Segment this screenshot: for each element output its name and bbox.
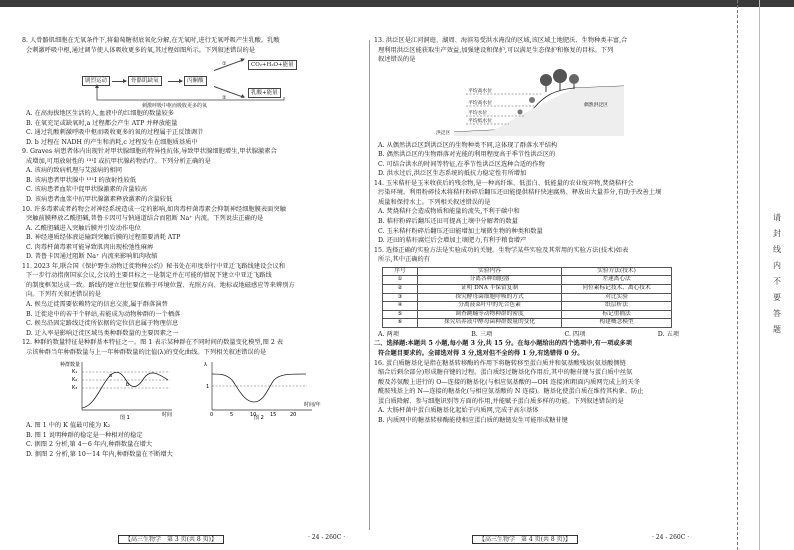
footer-page-label: 【高三生物学 第 3 页(共 8 页)】 xyxy=(118,535,224,544)
q11-stem-line: 向。下列有关叙述错误的是 xyxy=(26,291,101,299)
table-cell: 证明 DNA 半保留复制 xyxy=(418,284,562,293)
footer-right-code: · 24 - 260C · xyxy=(652,534,690,541)
q8-box-exercise: 剧烈运动 xyxy=(82,76,110,86)
table-header: 实验内容 xyxy=(418,267,562,276)
q9-option-d: D. 该病患者血浆中抗甲状腺激素释放激素的含量较低 xyxy=(26,196,173,204)
page3-column xyxy=(22,36,365,530)
q14-option-a: A. 焚烧秸秆会造成物质和能量的流失,不利于碳中和 xyxy=(378,208,520,216)
table-cell: 纸层析法 xyxy=(562,302,672,311)
table-row xyxy=(383,293,672,302)
q12-k2-label: K₂ xyxy=(72,377,78,384)
q12-option-c: C. 据图 2 分析,第 4～6 年内,种群数量在增大 xyxy=(26,441,153,449)
q10-stem-line: 突触前膜释放乙酰胆碱,普鲁卡因可与钠通道结合而阻断 Na⁺ 内流。下列说法正确的是 xyxy=(26,215,264,223)
q9-option-b: B. 该病患者甲状腺中 ¹³¹I 的放射性较低 xyxy=(26,176,137,184)
q11-option-b: B. 迁徙途中的若干个驿站,若能成为动物种群的一个栖落 xyxy=(26,310,181,318)
q9-option-c: C. 该病患者血浆中促甲状腺激素的含量较高 xyxy=(26,186,148,194)
table-cell: ④ xyxy=(383,302,418,311)
q12-point-a: a xyxy=(109,373,113,380)
q14-stem-line: 污染环境。利用粉碎技术将秸秆粉碎后翻压还田能提供秸秆快速腐熟、释放出大量养分,有助于改善土壤 xyxy=(378,189,662,197)
table-header-row xyxy=(383,267,672,276)
q15-option-a: A. 两项 xyxy=(378,330,399,338)
q11-stem-line: 的制度框架达成一致。路线的建立往往要依赖于环境位置、光照方向、地标或地磁感应等来辨别方 xyxy=(26,281,295,289)
q13-label: 平均高水位 xyxy=(468,88,492,94)
q8-caption: 刺激呼吸中枢而吸收更多的氧 xyxy=(142,103,208,110)
footer-left xyxy=(118,534,224,543)
q9-stem-line: 成增加,可用放射性的 ¹³¹I 或抗甲状腺药物治疗。下列分析正确的是 xyxy=(26,157,211,165)
page4-column xyxy=(374,36,699,530)
q15-stem-line: 15. 选择正确的实验方法是实验成功的关键。生物学某些实验及其常用的实验方法(技术)如表 xyxy=(374,246,629,254)
q12-fig1-ylabel: 种群数量 xyxy=(60,362,81,369)
q9-stem-line: 9. Graves 病患者体内出现针对甲状腺细胞的特异性抗体,导致甲状腺细胞增生,甲状腺激素合 xyxy=(22,148,277,156)
q15-option-b: B. 三项 xyxy=(471,330,493,338)
table-cell: 调查跳蝻等动物种群的密度 xyxy=(418,310,562,319)
footer-right xyxy=(472,534,578,543)
q14-option-b: B. 秸秆粉碎后翻压还田可提高土壤中分解者的数量 xyxy=(378,218,518,226)
top-edge-band xyxy=(0,0,794,7)
q12-option-a: A. 图 1 中的 K 值最可能为 K₂ xyxy=(26,422,111,430)
q12-option-b: B. 图 1 说明种群的稳定是一种相对的稳定 xyxy=(26,431,143,439)
q13-label: 洪泛区 xyxy=(436,130,451,136)
q12-x-tick: 10 xyxy=(250,412,257,419)
q12-x-tick: 5 xyxy=(230,412,234,419)
q12-x-tick: 15 xyxy=(270,412,277,419)
q10-option-c: C. 肉毒杆菌毒素可能导致肌肉出现松弛性麻痹 xyxy=(26,243,154,251)
q12-lambda-tick: 1 xyxy=(206,384,210,391)
q8-box-lactate: 乳酸+能量 xyxy=(248,88,281,98)
q13-option-c: C. 可结合洪水的时间等特征,在季节性洪泛区选种合适的作物 xyxy=(378,160,545,168)
table-cell: ⑤ xyxy=(383,310,418,319)
q11-stem-line: 下一步行动指南国家会议,会议的主要目标之一是制定并在可能的情况下建立中亚迁飞路线 xyxy=(26,272,272,280)
q12-k1-label: K₁ xyxy=(72,369,78,376)
q12-stem-line: 12. 种群的数量特征是种群基本特征之一。图 1 表示某种群在不同时间的数量变化模型,图 2 表 xyxy=(22,339,284,347)
table-row xyxy=(383,302,672,311)
q16-stem-line: 缩合后剩余部分)形成糖苷键的过程。蛋白质经过糖基化作用后,其中的糖苷键与蛋白质中丝氨 xyxy=(378,369,633,377)
table-header: 序号 xyxy=(383,267,418,276)
table-row xyxy=(383,276,672,285)
table-cell: ② xyxy=(383,284,418,293)
q16-stem-line: 16. 蛋白质糖基化是指在糖基转移酶的作用下将糖转移至蛋白质并和氨基酸残基(氨基酸侧链 xyxy=(374,359,626,367)
q8-stem-line: 会刺激呼吸中枢,通过调节使人体吸收更多的氧,其过程如图所示。下列叙述错误的是 xyxy=(26,46,255,54)
q12-fig1-xlabel: 时间 xyxy=(162,412,173,419)
q12-figure1 xyxy=(60,361,172,420)
q12-figure2 xyxy=(204,362,321,420)
section-heading: 二、选择题:本题共 5 小题,每小题 3 分,共 15 分。在每小题给出的四个选项中,有一项或多项 xyxy=(374,340,633,348)
q12-x-tick: 20 xyxy=(290,412,297,419)
q13-option-a: A. 从偶然洪泛区到洪泛区的生物种类不同,这体现了群落水平结构 xyxy=(378,141,558,149)
q8-label-2: ② xyxy=(222,95,227,102)
q15-stem-line: 所示,其中正确的有 xyxy=(378,256,430,264)
q13-label: 偶然洪泛区 xyxy=(584,102,608,108)
q13-label: 平均低水位 xyxy=(468,118,492,124)
q13-stem-line: 理利用洪泛区能获取生产效益,加强建设和保护,可以满足生态保护和修复的目标。下列 xyxy=(378,46,614,54)
q14-option-c: C. 玉米秸秆粉碎后翻压还田能增加土壤微生物的种类和数量 xyxy=(378,227,543,235)
q13-figure-svg xyxy=(374,66,699,140)
q11-option-d: D. 迁入率是影响迁徙区域鸟类种群数量的主要因素之一 xyxy=(26,329,179,337)
q12-figures xyxy=(22,358,365,420)
q16-stem-line: 酰胺残基上的 N—连接的糖基化(与相应氨基酸的 N 连接)。糖基化使蛋白质在维持其构象、防止 xyxy=(378,388,644,396)
table-cell: 分离各种细胞器 xyxy=(418,276,562,285)
table-cell: 探究培养液中酵母菌种群数量的变化 xyxy=(418,319,562,328)
q8-box-pyruvate: 丙酮酸 xyxy=(184,76,207,86)
q15-options xyxy=(374,330,699,340)
q8-stem-line: 8. 人骨骼肌细胞在无氧条件下,将葡萄糖彻底氧化分解,在无氧时,进行无氧呼吸产生乳酸。乳酸 xyxy=(22,37,280,44)
q13-option-d: D. 洪水过后,洪泛区生态系统的抵抗力稳定性有所增加 xyxy=(378,170,527,178)
q14-stem-line: 质量和保持水土。下列相关叙述错误的是 xyxy=(378,198,491,206)
binding-margin xyxy=(715,0,794,550)
table-cell: 差速离心法 xyxy=(562,276,672,285)
q13-option-b: B. 偶然洪泛区的生物群落对光能的利用程度高于季节性洪泛区的 xyxy=(378,151,556,159)
q11-option-c: C. 候鸟沿固定路线迁徙所依据的定位信息属于物理信息 xyxy=(26,320,179,328)
q8-box-aerobic: CO₂+H₂O+能量 xyxy=(248,60,297,70)
footer-left-code: · 24 - 260C · xyxy=(308,534,346,541)
q8-option-b: B. 在氧充足或缺氧时,a 过程都会产生 ATP 并释放能量 xyxy=(26,119,178,127)
q16-option-b: B. 内质网中的糖基转移酶能使相应蛋白质的糖链发生可能形成糖苷键 xyxy=(378,416,568,424)
q15-option-c: C. 四项 xyxy=(564,330,586,338)
q10-option-b: B. 神经递质经体液运输到突触后膜的过程需要消耗 ATP xyxy=(26,234,181,242)
q12-fig2-ylabel: λ xyxy=(204,362,207,369)
table-row xyxy=(383,310,672,319)
table-row xyxy=(383,319,672,328)
table-row xyxy=(383,284,672,293)
q8-box-hypoxia: 骨骼肌缺氧 xyxy=(128,76,162,86)
table-cell: ③ xyxy=(383,293,418,302)
q13-figure xyxy=(374,66,699,140)
table-cell: 分离菠菜叶中的光合色素 xyxy=(418,302,562,311)
q12-figure-svg xyxy=(22,358,365,420)
q12-fig2-xlabel: 时间/年 xyxy=(304,402,321,409)
binding-line xyxy=(759,0,760,550)
q10-option-d: D. 普鲁卡因通过阻断 Na⁺ 内流来影响肌肉收缩 xyxy=(26,253,158,261)
q8-option-a: A. 在高海拔地区生活的人,血液中的红细胞的数量较多 xyxy=(26,110,174,118)
q13-stem-line: 叙述错误的是 xyxy=(378,56,416,64)
q8-option-c: C. 通过乳酸刺激呼吸中枢而吸收更多的氧的过程属于正反馈调节 xyxy=(26,129,204,137)
q12-fig2-caption: 图 2 xyxy=(254,415,264,421)
binding-dashed-line xyxy=(737,0,738,550)
q16-stem-line: 蛋白质降解、参与细胞识别等方面的作用,并能赋予蛋白质多样的功能。下列叙述错误的是 xyxy=(378,397,624,405)
q15-option-d: D. 五项 xyxy=(657,330,679,338)
table-cell: ① xyxy=(383,276,418,285)
q16-stem-line: 酸及苏氨酸上进行的 O—连接的糖基化(与相应氨基酸的—OH 连接)和粗面内质网完成上的天冬 xyxy=(378,378,641,386)
q11-stem-line: 11. 2023 年,联合国《保护野生动物迁徙物种公约》秘书处在印度举行中亚迁飞路线建设会议和 xyxy=(22,262,286,270)
table-cell: 构建概念模型 xyxy=(562,319,672,328)
q15-table xyxy=(382,267,672,328)
q10-option-a: A. 乙酰胆碱进入突触后膜并引发动作电位 xyxy=(26,224,141,232)
q8-option-d: D. b 过程在 NADH 的产生和消耗,c 过程发生在细胞质基质中 xyxy=(26,138,198,146)
q13-label: 平均高水位 xyxy=(468,100,492,106)
table-cell: 探究酵母菌细胞呼吸的方式 xyxy=(418,293,562,302)
table-cell: 标记重捕法 xyxy=(562,310,672,319)
q12-k3-label: K₃ xyxy=(72,385,78,392)
column-divider xyxy=(369,40,370,530)
table-header: 实验方法(技术) xyxy=(562,267,672,276)
binding-notice: 请 封 线 内 不 要 答 题 xyxy=(773,213,781,334)
q12-fig1-caption: 图 1 xyxy=(120,415,130,421)
q12-x-tick: 0 xyxy=(210,412,214,419)
q12-point-b: b xyxy=(126,382,130,389)
q12-option-d: D. 据图 2 分析,第 10～14 年内,种群数量在不断增大 xyxy=(26,450,173,458)
q16-option-a: A. 大肠杆菌中蛋白质糖基化起始于内质网,完成于高尔基体 xyxy=(378,407,539,415)
q13-label: 平均水位 xyxy=(468,110,488,116)
footer-page-label: 【高三生物学 第 4 页(共 8 页)】 xyxy=(472,535,578,544)
section-heading: 符合题目要求的。全部选对得 3 分,选对但不全的得 1 分,有选错得 0 分。 xyxy=(378,350,584,357)
q9-option-a: A. 该病的致病机理与艾滋病的相同 xyxy=(26,167,122,175)
q11-option-a: A. 候鸟迁徙需要依赖特定的信息交流,属于群落演替 xyxy=(26,301,168,309)
q14-stem-line: 14. 玉米秸秆是玉米收获后的残余物,是一种高纤维、低蛋白、低能量的农业废弃物,焚烧秸秆会 xyxy=(374,179,634,187)
q8-feedback-loop xyxy=(22,56,365,108)
q14-option-d: D. 还田的秸秆腐烂后会增加土壤肥力,有利于粮食增产 xyxy=(378,237,527,245)
q8-label-1: ① xyxy=(222,61,227,68)
table-cell: 对比实验 xyxy=(562,293,672,302)
table-cell: 同位素标记技术、离心技术 xyxy=(562,284,672,293)
q13-stem-line: 13. 洪泛区是江河洞庭、湖周、海滨易受洪水淹没的区域,该区域土地肥沃、生物种类丰富,合 xyxy=(374,37,628,44)
q10-stem-line: 10. 许多毒素或者药物会对神经系统造成一定的影响,如肉毒杆菌毒素会抑制神经细胞膜表面突触 xyxy=(22,205,286,213)
q8-diagram xyxy=(22,56,365,108)
q12-stem-line: 示该种群当年种群数量与上一年种群数量的比值(λ)的变化曲线。下列相关叙述错误的是 xyxy=(26,348,267,356)
table-cell: ⑥ xyxy=(383,319,418,328)
